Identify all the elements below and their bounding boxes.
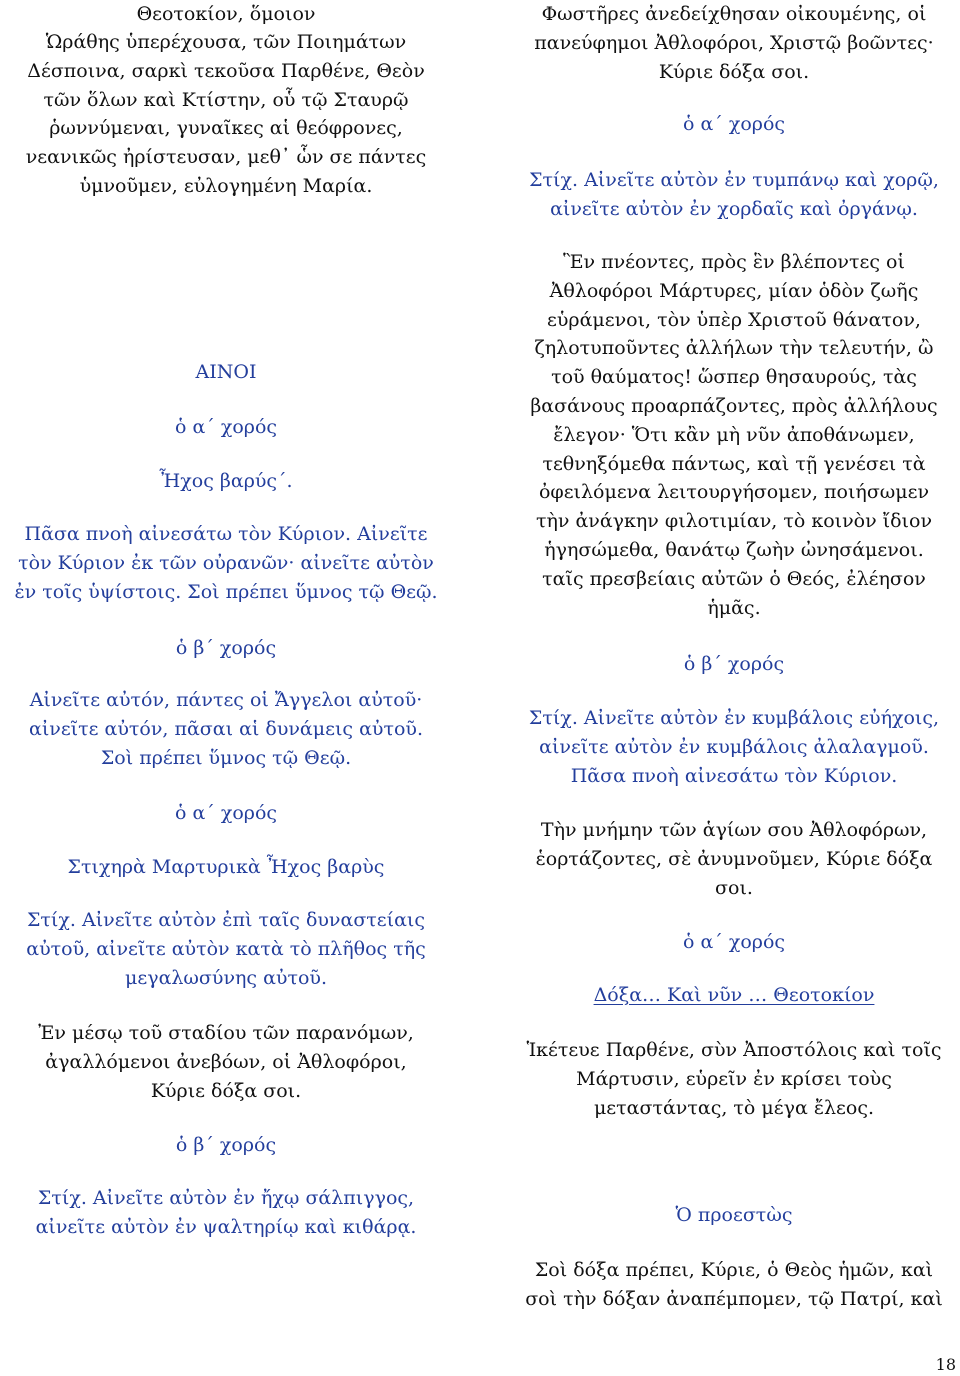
text-line: Ἱκέτευε Παρθένε, σὺν Ἀποστόλοις καὶ τοῖς xyxy=(526,1039,942,1061)
doxastikon-heading xyxy=(508,981,960,1010)
ainoi-heading xyxy=(0,358,452,387)
text-line: ἔλεγον· Ὅτι κἂν μὴ νῦν ἀποθάνωμεν, xyxy=(553,423,915,446)
text-line: ὀφειλόμενα λειτουργήσομεν, ποιήσωμεν xyxy=(538,481,930,504)
verse xyxy=(508,704,960,790)
text-line: Αἰνεῖτε αὐτόν, πάντες οἱ Ἄγγελοι αὐτοῦ· xyxy=(29,689,423,711)
text-line: Στιχηρὰ Μαρτυρικὰ Ἦχος βαρὺς xyxy=(67,856,385,878)
sticheron xyxy=(508,0,960,86)
text-line: Στίχ. Αἰνεῖτε αὐτὸν ἐν κυμβάλοις εὐήχοις, xyxy=(528,707,940,729)
text-line: Κύριε δόξα σοι. xyxy=(150,1079,302,1102)
text-line: Στίχ. Αἰνεῖτε αὐτὸν ἐπὶ ταῖς δυναστείαις xyxy=(26,909,426,931)
page-number: 18 xyxy=(935,1355,956,1374)
text-line: Τὴν μνήμην τῶν ἁγίων σου Ἀθλοφόρων, xyxy=(540,819,928,841)
text-line: ὁ β΄ χορός xyxy=(175,1134,277,1156)
text-line: Ἐν μέσῳ τοῦ σταδίου τῶν παρανόμων, xyxy=(38,1022,414,1044)
text-line: Στίχ. Αἰνεῖτε αὐτὸν ἐν ἤχῳ σάλπιγγος, xyxy=(37,1187,415,1209)
text-line: Ἀθλοφόροι Μάρτυρες, μίαν ὁδὸν ζωῆς xyxy=(549,279,919,302)
text-line: ὁ α΄ χορός xyxy=(174,416,278,438)
sticheron xyxy=(508,816,960,902)
choir-label xyxy=(0,799,452,828)
choir-label xyxy=(0,1131,452,1160)
text-line: ὁ β΄ χορός xyxy=(683,653,785,675)
text-line: ῥωννύμεναι, γυναῖκες αἱ θεόφρονες, xyxy=(49,117,403,140)
text-line: σοὶ τὴν δόξαν ἀναπέμπομεν, τῷ Πατρί, καὶ xyxy=(525,1287,943,1310)
text-line: σοι. xyxy=(715,876,753,899)
text-line: τοῦ θαύματος! ὥσπερ θησαυρούς, τὰς xyxy=(551,366,917,389)
text-line: Φωστῆρες ἀνεδείχθησαν οἰκουμένης, οἱ xyxy=(541,3,927,25)
theotokion-hymn xyxy=(508,1036,960,1122)
text-line: ὁ α΄ χορός xyxy=(682,113,786,135)
text-line: ὑμνοῦμεν, εὐλογημένη Μαρία. xyxy=(79,174,373,197)
text-line: ΑΙΝΟΙ xyxy=(195,361,257,383)
tone-label xyxy=(0,467,452,496)
celebrant-label xyxy=(508,1201,960,1230)
choir-label xyxy=(0,413,452,442)
doxology xyxy=(508,1256,960,1314)
text-line: ταῖς πρεσβείαις αὐτῶν ὁ Θεός, ἐλέησον xyxy=(542,567,926,590)
text-line: Δέσποινα, σαρκὶ τεκοῦσα Παρθένε, Θεὸν xyxy=(27,59,425,82)
text-line: ὁ α΄ χορός xyxy=(682,931,786,953)
text-line: Ὁ προεστὼς xyxy=(675,1204,793,1226)
text-line: βασάνους προαρπάζοντες, πρὸς ἀλλήλους xyxy=(530,394,938,417)
choir-label xyxy=(508,650,960,679)
verse xyxy=(0,906,452,992)
text-line: Σοὶ πρέπει ὕμνος τῷ Θεῷ. xyxy=(100,746,352,769)
text-line: ὁ β΄ χορός xyxy=(175,637,277,659)
text-line: Ἓν πνέοντες, πρὸς ἓν βλέποντες οἱ xyxy=(563,251,905,273)
theotokion-heading xyxy=(0,0,452,29)
text-line: ἑορτάζοντες, σὲ ἀνυμνοῦμεν, Κύριε δόξα xyxy=(535,847,933,870)
theotokion-hymn xyxy=(0,28,452,201)
text-line: Μάρτυσιν, εὑρεῖν ἐν κρίσει τοὺς xyxy=(576,1067,892,1090)
text-line: ἡγησώμεθα, θανάτῳ ζωὴν ὠνησάμενοι. xyxy=(544,538,924,561)
verse xyxy=(0,1184,452,1242)
choir-label xyxy=(508,110,960,139)
text-line: αὐτοῦ, αἰνεῖτε αὐτὸν κατὰ τὸ πλῆθος τῆς xyxy=(26,937,426,960)
text-line: Θεοτοκίον, ὅμοιον xyxy=(136,3,316,25)
text-line: Ἦχος βαρύς΄. xyxy=(159,470,293,492)
text-line: μεγαλωσύνης αὐτοῦ. xyxy=(125,966,327,989)
text-line: Πᾶσα πνοὴ αἰνεσάτω τὸν Κύριον. Αἰνεῖτε xyxy=(24,523,428,545)
text-line: ὁ α΄ χορός xyxy=(174,802,278,824)
stichera-heading xyxy=(0,853,452,882)
text-line: τὴν ἀνάγκην φιλοτιμίαν, τὸ κοινὸν ἴδιον xyxy=(535,510,932,533)
text-line: Κύριε δόξα σοι. xyxy=(658,60,810,83)
text-line: αἰνεῖτε αὐτὸν ἐν ψαλτηρίῳ καὶ κιθάρᾳ. xyxy=(35,1215,417,1238)
text-line: εὑράμενοι, τὸν ὑπὲρ Χριστοῦ θάνατον, xyxy=(547,308,921,331)
text-line: μεταστάντας, τὸ μέγα ἔλεος. xyxy=(593,1096,875,1119)
text-line: Σοὶ δόξα πρέπει, Κύριε, ὁ Θεὸς ἡμῶν, καὶ xyxy=(534,1259,934,1281)
text-line: αἰνεῖτε αὐτόν, πᾶσαι αἱ δυνάμεις αὐτοῦ. xyxy=(28,717,424,740)
text-line: ἡμᾶς. xyxy=(707,596,761,619)
choir-label xyxy=(0,634,452,663)
text-line: νεανικῶς ἠρίστευσαν, μεθ᾽ ὧν σε πάντες xyxy=(25,146,427,169)
text-line: Δόξα… Καὶ νῦν … Θεοτοκίον xyxy=(593,984,875,1006)
text-line: αἰνεῖτε αὐτὸν ἐν κυμβάλοις ἀλαλαγμοῦ. xyxy=(539,735,929,758)
verse xyxy=(508,166,960,224)
text-line: τῶν ὅλων καὶ Κτίστην, οὗ τῷ Σταυρῷ xyxy=(43,88,409,111)
choir-label xyxy=(508,928,960,957)
text-line: ἀγαλλόμενοι ἀνεβόων, οἱ Ἀθλοφόροι, xyxy=(45,1050,407,1073)
text-line: Πᾶσα πνοὴ αἰνεσάτω τὸν Κύριον. xyxy=(570,764,898,787)
verse xyxy=(0,520,452,606)
text-line: αἰνεῖτε αὐτὸν ἐν χορδαῖς καὶ ὀργάνῳ. xyxy=(550,197,918,220)
text-line: ζηλοτυποῦντες ἀλλήλων τὴν τελευτήν, ὢ xyxy=(534,337,934,360)
text-line: Ὡράθης ὑπερέχουσα, τῶν Ποιημάτων xyxy=(45,31,407,53)
text-line: τεθνηξόμεθα πάντως, καὶ τῇ γενέσει τὰ xyxy=(542,452,926,475)
sticheron xyxy=(0,1019,452,1105)
text-line: Στίχ. Αἰνεῖτε αὐτὸν ἐν τυμπάνῳ καὶ χορῷ, xyxy=(529,169,939,191)
text-line: ἐν τοῖς ὑψίστοις. Σοὶ πρέπει ὕμνος τῷ Θεῷ. xyxy=(14,580,438,603)
text-line: τὸν Κύριον ἐκ τῶν οὐρανῶν· αἰνεῖτε αὐτὸν xyxy=(18,551,434,574)
sticheron xyxy=(508,248,960,622)
text-line: πανεύφημοι Ἀθλοφόροι, Χριστῷ βοῶντες· xyxy=(534,31,934,54)
verse xyxy=(0,686,452,772)
